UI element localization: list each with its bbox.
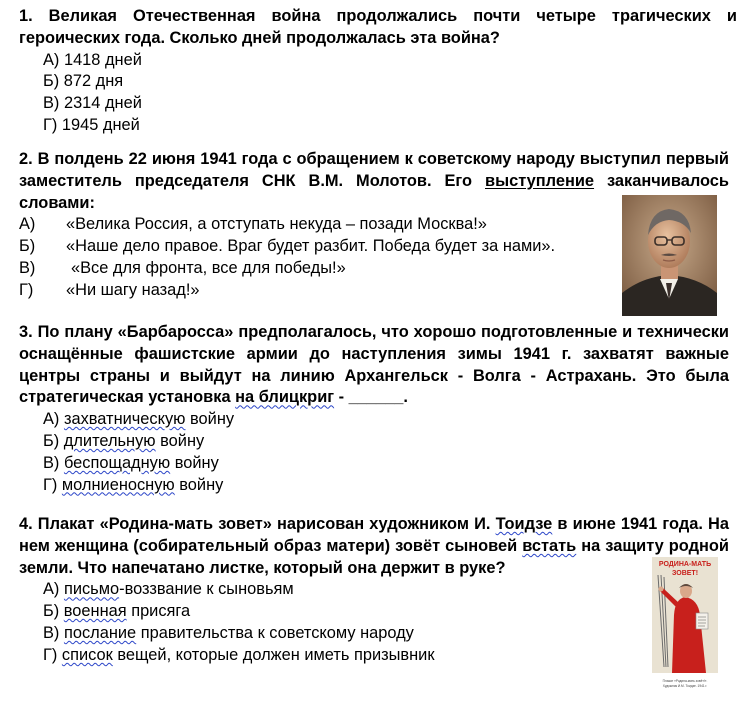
question-3 bbox=[19, 322, 729, 496]
question-2-option-c: В) «Все для фронта, все для победы!» bbox=[19, 258, 346, 277]
question-3-option-a: А) захватническую войну bbox=[43, 410, 235, 429]
question-4 bbox=[19, 514, 729, 667]
molotov-portrait bbox=[622, 195, 717, 316]
svg-text:ЗОВЕТ!: ЗОВЕТ! bbox=[671, 570, 699, 577]
question-1-option-a: А) 1418 дней bbox=[43, 50, 142, 69]
question-4-text: 4. Плакат «Родина-мать зовет» нарисован художником И. Тоидзе в июне 1941 года. На нем женщина (собирательный образ матери) зовёт сыновей встать на защиту родной земли. Что напечатано листке, который она держит в руке? bbox=[19, 515, 729, 577]
question-3-option-c: В) беспощадную войну bbox=[43, 453, 219, 472]
question-3-option-b: Б) длительную войну bbox=[43, 431, 205, 450]
question-2-option-b: Б) «Наше дело правое. Враг будет разбит. Победа будет за нами». bbox=[19, 237, 556, 256]
question-2-text: 2. В полдень 22 июня 1941 года с обращением к советскому народу выступил первый заместитель председателя СНК В.М. Молотов. Его выступление заканчивалось словами: bbox=[19, 150, 730, 212]
question-4-option-c: В) послание правительства к советскому народу bbox=[43, 623, 414, 642]
question-4-option-a: А) письмо-воззвание к сыновьям bbox=[43, 580, 294, 599]
svg-text:Художник И.М. Тоидзе. 1941 г.: Художник И.М. Тоидзе. 1941 г. bbox=[662, 684, 708, 688]
question-1-option-c: В) 2314 дней bbox=[43, 94, 142, 113]
question-4-option-d: Г) список вещей, которые должен иметь призывник bbox=[43, 645, 435, 664]
poster-caption: Плакат «Родина-мать зовёт!». bbox=[662, 679, 708, 683]
question-3-text: 3. По плану «Барбаросса» предполагалось, что хорошо подготовленные и технически оснащённые фашистские армии до наступления зимы 1941 г. захватят важные центры страны и выйдут на линию Архангельск - Волга - Астрахань. Это была стратегическая установка на блицкриг - ______. bbox=[19, 323, 729, 407]
question-2-option-a: А) «Велика Россия, а отступать некуда – позади Москва!» bbox=[19, 215, 487, 234]
question-1-option-d: Г) 1945 дней bbox=[43, 115, 140, 134]
question-1-option-b: Б) 872 дня bbox=[43, 72, 124, 91]
question-3-option-d: Г) молниеносную войну bbox=[43, 475, 224, 494]
poster-title: РОДИНА-МАТЬ bbox=[658, 561, 712, 568]
rodina-mat-poster bbox=[650, 555, 720, 705]
question-1-text: 1. Великая Отечественная война продолжались почти четыре трагических и героических года. Сколько дней продолжалась эта война? bbox=[19, 7, 737, 47]
question-1 bbox=[19, 6, 737, 137]
question-2-option-d: Г) «Ни шагу назад!» bbox=[19, 280, 200, 299]
question-4-option-b: Б) военная присяга bbox=[43, 602, 191, 621]
